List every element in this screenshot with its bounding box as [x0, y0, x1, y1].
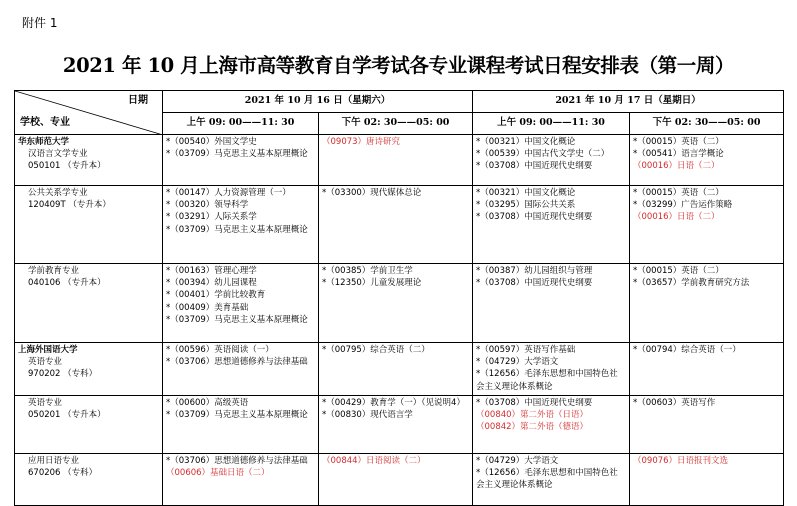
- course-item: *（03291）人际关系学: [166, 212, 257, 223]
- session-cell: [319, 396, 473, 454]
- session-cell: [473, 264, 630, 343]
- course-item-highlighted: （00606）基础日语（二）: [166, 468, 270, 479]
- session-cell: [630, 343, 784, 396]
- school-name: 上海外国语大学: [18, 345, 78, 355]
- session-cell: [473, 186, 630, 264]
- session-cell: [473, 135, 630, 186]
- course-item: *（00320）领导科学: [166, 200, 249, 211]
- course-item: *（04729）大学语文: [476, 357, 559, 368]
- course-item-highlighted: （00016）日语（二）: [633, 212, 720, 223]
- course-item-highlighted: （00016）日语（二）: [633, 161, 720, 172]
- session-cell: [163, 264, 319, 343]
- major-code: 050101 （专升本）: [28, 161, 106, 172]
- course-item: *（00596）英语阅读（一）: [166, 345, 274, 355]
- corner-label-date: 日期: [128, 95, 148, 106]
- course-item: *（03299）广告运作策略: [633, 200, 733, 211]
- course-item: *（00147）人力资源管理（一）: [166, 188, 291, 198]
- course-item: *（03709）马克思主义基本原理概论: [166, 410, 308, 421]
- course-item: *（03708）中国近现代史纲要: [476, 212, 593, 223]
- course-item: *（00603）英语写作: [633, 398, 716, 408]
- attachment-label: 附件 1: [22, 16, 58, 30]
- course-item: *（00409）美育基础: [166, 302, 249, 313]
- course-item: *（04729）大学语文: [476, 456, 559, 466]
- course-item: *（00385）学前卫生学: [322, 266, 413, 276]
- course-item-highlighted: （00840）第二外语（日语）: [476, 410, 589, 421]
- page-title: 2021 年 10 月上海市高等教育自学考试各专业课程考试日程安排表（第一周）: [62, 54, 735, 77]
- course-item: *（03657）学前教育研究方法: [633, 278, 750, 289]
- course-item-highlighted: （09076）日语报刊文选: [633, 456, 729, 466]
- course-item: *（00321）中国文化概论: [476, 188, 576, 198]
- course-item: *（00015）英语（二）: [633, 266, 724, 276]
- course-item: *（03295）国际公共关系: [476, 200, 576, 211]
- course-item: *（12656）毛泽东思想和中国特色社会主义理论体系概论: [476, 468, 618, 491]
- course-item: *（00540）外国文学史: [166, 137, 257, 147]
- major-name: 汉语言文学专业: [28, 149, 88, 160]
- session-header: 下午 02: 30——05: 00: [319, 113, 473, 135]
- course-item-highlighted: （09073）唐诗研究: [322, 137, 401, 147]
- course-item: *（00600）高级英语: [166, 398, 249, 408]
- course-item: *（12656）毛泽东思想和中国特色社会主义理论体系概论: [476, 369, 618, 392]
- course-item: *（00795）综合英语（二）: [322, 345, 430, 355]
- table-row: [15, 186, 784, 264]
- course-item: *（00015）英语（二）: [633, 137, 724, 147]
- major-cell: [15, 396, 163, 454]
- day1-header: 2021 年 10 月 16 日（星期六）: [163, 91, 473, 113]
- major-cell: [15, 135, 163, 186]
- table-row: [15, 343, 784, 396]
- major-name: 英语专业: [28, 357, 63, 368]
- schedule-table: [14, 90, 784, 506]
- course-item: *（03708）中国近现代史纲要: [476, 161, 593, 172]
- course-item: *（03709）马克思主义基本原理概论: [166, 224, 308, 235]
- course-item: *（00429）教育学（一）（见说明4）: [322, 398, 465, 408]
- school-name: 华东师范大学: [18, 137, 70, 147]
- session-cell: [319, 135, 473, 186]
- course-item-highlighted: （00842）第二外语（德语）: [476, 422, 589, 433]
- course-item: *（03706）思想道德修养与法律基础: [166, 357, 308, 368]
- session-cell: [163, 135, 319, 186]
- major-code: 120409T （专升本）: [28, 200, 111, 211]
- session-cell: [319, 264, 473, 343]
- session-cell: [319, 186, 473, 264]
- corner-label-school-major: 学校、专业: [20, 116, 70, 128]
- session-cell: [163, 343, 319, 396]
- major-cell: [15, 264, 163, 343]
- course-item-highlighted: （00844）日语阅读（二）: [322, 456, 426, 466]
- course-item: *（03708）中国近现代史纲要: [476, 278, 593, 289]
- course-item: *（03709）马克思主义基本原理概论: [166, 149, 308, 160]
- session-cell: [473, 396, 630, 454]
- course-item: *（00401）学前比较教育: [166, 290, 266, 301]
- session-cell: [319, 343, 473, 396]
- major-name: 学前教育专业: [28, 266, 80, 276]
- major-name: 应用日语专业: [28, 456, 80, 466]
- major-code: 050201 （专升本）: [28, 410, 106, 421]
- session-header: 上午 09: 00——11: 30: [473, 113, 630, 135]
- session-cell: [630, 396, 784, 454]
- session-header: 下午 02: 30——05: 00: [630, 113, 784, 135]
- schedule-body: [15, 135, 784, 506]
- session-cell: [163, 396, 319, 454]
- major-cell: [15, 343, 163, 396]
- session-cell: [163, 186, 319, 264]
- major-code: 040106 （专升本）: [28, 278, 106, 289]
- table-row: [15, 264, 784, 343]
- major-code: 970202 （专科）: [28, 369, 98, 380]
- course-item: *（03709）马克思主义基本原理概论: [166, 314, 308, 325]
- course-item: *（00163）管理心理学: [166, 266, 257, 276]
- header-corner-cell: [15, 91, 163, 135]
- major-cell: [15, 186, 163, 264]
- session-cell: [630, 135, 784, 186]
- course-item: *（00830）现代语言学: [322, 410, 413, 421]
- session-cell: [630, 264, 784, 343]
- major-name: 公共关系学专业: [28, 188, 88, 198]
- course-item: *（12350）儿童发展理论: [322, 278, 422, 289]
- course-item: *（00321）中国文化概论: [476, 137, 576, 147]
- session-cell: [630, 186, 784, 264]
- day2-header: 2021 年 10 月 17 日（星期日）: [473, 91, 784, 113]
- course-item: *（03300）现代媒体总论: [322, 188, 422, 198]
- course-item: *（03708）中国近现代史纲要: [476, 398, 593, 408]
- course-item: *（00015）英语（二）: [633, 188, 724, 198]
- course-item: *（00394）幼儿园课程: [166, 278, 257, 289]
- session-header: 上午 09: 00——11: 30: [163, 113, 319, 135]
- course-item: *（00597）英语写作基础: [476, 345, 576, 355]
- course-item: *（03706）思想道德修养与法律基础: [166, 456, 308, 466]
- major-name: 英语专业: [28, 398, 63, 408]
- session-cell: [473, 343, 630, 396]
- course-item: *（00387）幼儿园组织与管理: [476, 266, 593, 276]
- course-item: *（00794）综合英语（一）: [633, 345, 741, 355]
- table-row: [15, 135, 784, 186]
- course-item: *（00539）中国古代文学史（二）: [476, 149, 610, 160]
- major-code: 670206 （专科）: [28, 468, 98, 479]
- course-item: *（00541）语言学概论: [633, 149, 724, 160]
- table-row: [15, 396, 784, 454]
